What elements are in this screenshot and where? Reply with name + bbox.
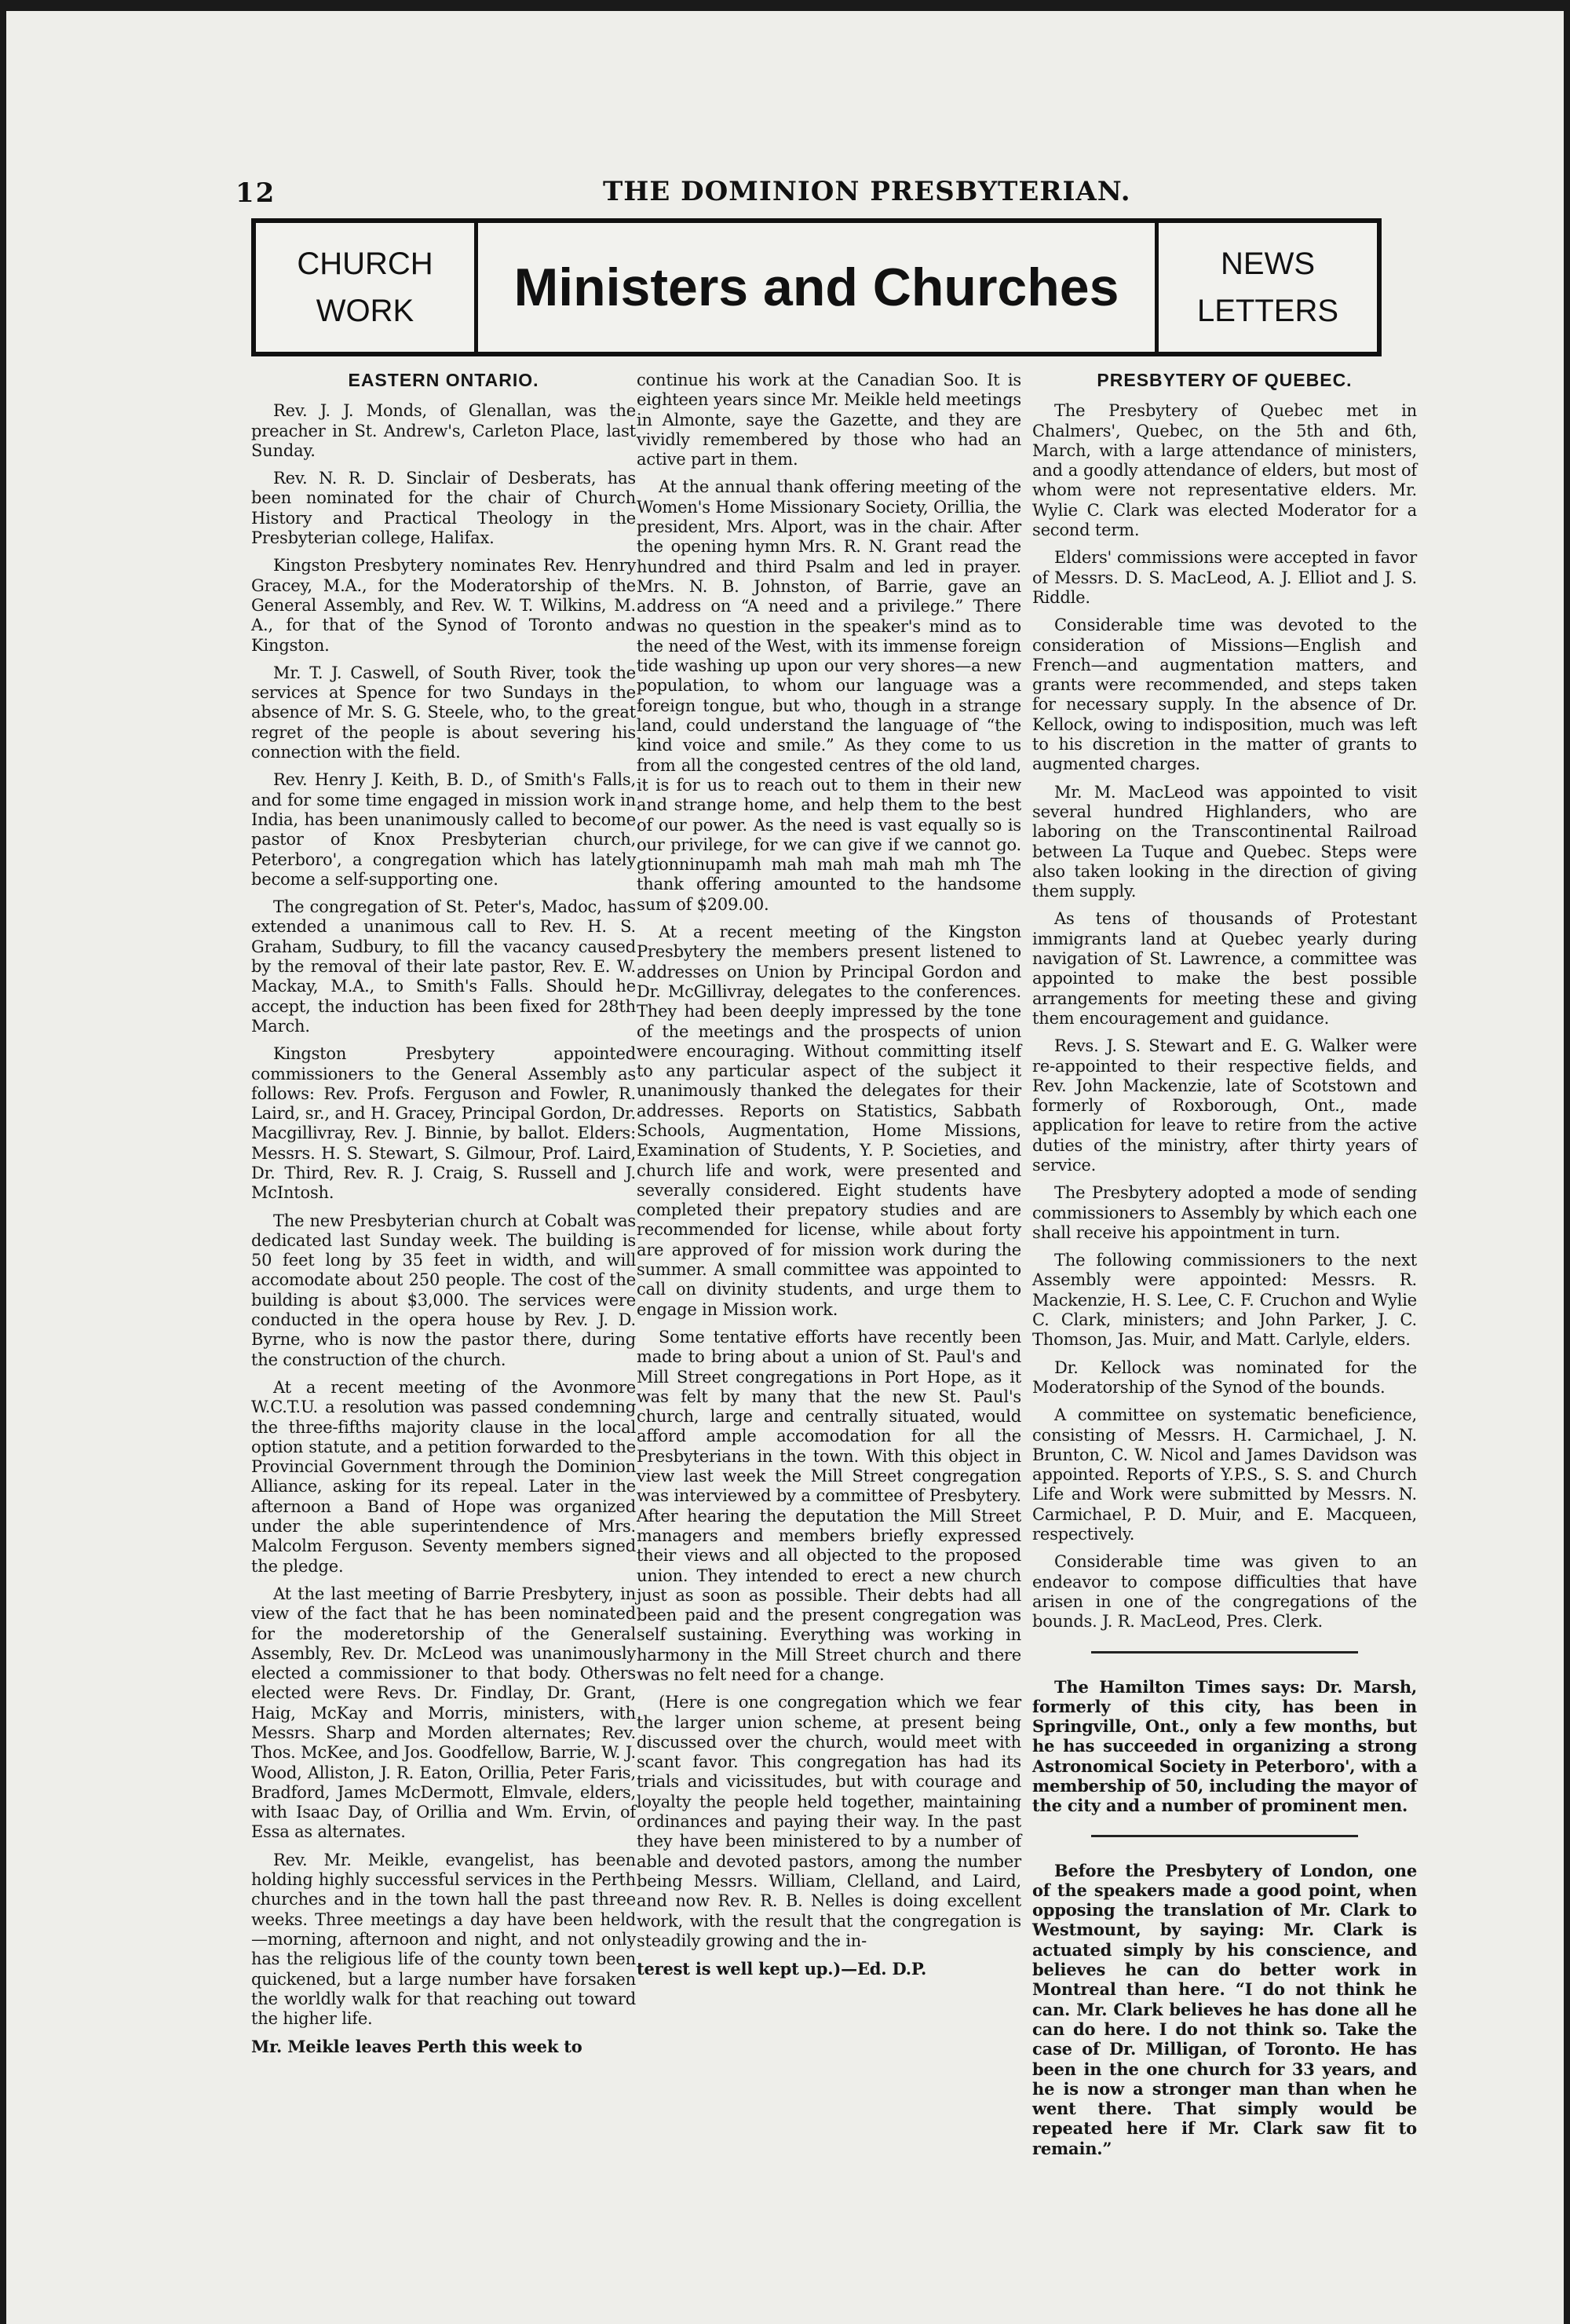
news-item-hamilton: The Hamilton Times says: Dr. Marsh, formerly of this city, has been in Springville, Ont., only a few months, but he has succeeded in organizing a strong Astronomical Society in Peterboro', with a membership of 50, including the mayor of the city and a number of prominent men.	[1032, 1676, 1417, 1816]
column-middle	[637, 371, 1021, 1986]
news-item: At the annual thank offering meeting of the Women's Home Missionary Society, Orillia, the president, Mrs. Alport, was in the chair. After the opening hymn Mrs. R. N. Grant read the hundred and third Psalm and led in prayer. Mrs. N. B. Johnston, of Barrie, gave an address on “A need and a privilege.” There was no question in the speaker's mind as to the need of the West, with its immense foreign tide washing up upon our very shores—a new population, to whom our language was a foreign tongue, but who, though in a strange land, could understand the language of “the kind voice and smile.” As they come to us from all the congested centres of the old land, it is for us to reach out to them in their new and strange home, and help them to the best of our power. As the need is vast equally so is our privilege, for we can give if we cannot go. gtionninupamh mah mah mah mah mh The thank offering amounted to the handsome sum of $209.00.	[637, 477, 1021, 914]
news-item: A committee on systematic beneficience, consisting of Messrs. H. Carmichael, J. N. Brunton, C. W. Nicol and James Davidson was appointed. Reports of Y.P.S., S. S. and Church Life and Work were submitted by Messrs. N. Carmichael, P. D. Muir, and E. Macqueen, respectively.	[1032, 1405, 1417, 1544]
news-item: The Presbytery of Quebec met in Chalmers', Quebec, on the 5th and 6th, March, with a large attendance of ministers, and a goodly attendance of elders, but most of whom were not representative elders. Mr. Wylie C. Clark was elected Moderator for a second term.	[1032, 401, 1417, 540]
news-item: Kingston Presbytery nominates Rev. Henry Gracey, M.A., for the Moderatorship of the General Assembly, and Rev. W. T. Wilkins, M. A., for that of the Synod of Toronto and Kingston.	[251, 556, 636, 655]
news-item: At a recent meeting of the Avonmore W.C.T.U. a resolution was passed condemning the three-fifths majority clause in the local option statute, and a petition forwarded to the Provincial Government through the Dominion Alliance, asking for its repeal. Later in the afternoon a Band of Hope was organized under the able superintendence of Mrs. Malcolm Ferguson. Seventy members signed the pledge.	[251, 1377, 636, 1576]
banner-right-line1: NEWS	[1221, 247, 1315, 281]
news-item: At a recent meeting of the Kingston Presbytery the members present listened to addresses on Union by Principal Gordon and Dr. McGillivray, delegates to the conferences. They had been deeply impressed by the tone of the meetings and the prospects of union were encouraging. Without committing itself to any particular aspect of the subject it unanimously thanked the delegates for their addresses. Reports on Statistics, Sabbath Schools, Augmentation, Home Missions, Examination of Students, Y. P. Societies, and church life and work, were presented and severally considered. Eight students have completed their prepatory studies and are recommended for license, while about forty are approved of for mission work during the summer. A small committee was appointed to call on divinity students, and urge them to engage in Mission work.	[637, 923, 1021, 1319]
news-item: Dr. Kellock was nominated for the Moderatorship of the Synod of the bounds.	[1032, 1357, 1417, 1397]
news-item: Revs. J. S. Stewart and E. G. Walker were re-appointed to their respective fields, and Rev. John Mackenzie, late of Scotstown and formerly of Roxborough, Ont., made application for leave to retire from the active duties of the ministry, after thirty years of service.	[1032, 1036, 1417, 1175]
news-item: Mr. M. MacLeod was appointed to visit several hundred Highlanders, who are laboring on the Transcontinental Railroad between La Tuque and Quebec. Steps were also taken looking in the direction of giving them supply.	[1032, 782, 1417, 901]
news-item-london: Before the Presbytery of London, one of the speakers made a good point, when opposing the translation of Mr. Clark to Westmount, by saying: Mr. Clark is actuated simply by his conscience, and believes he can do better work in Montreal than here. “I do not think he can. Mr. Clark believes he has done all he can do here. I do not think so. Take the case of Dr. Milligan, of Toronto. He has been in the one church for 33 years, and he is now a stronger man than when he went there. That simply would be repeated here if Mr. Clark saw fit to remain.”	[1032, 1860, 1417, 2158]
banner-right-box	[1159, 223, 1377, 352]
banner-left-line1: CHURCH	[297, 247, 433, 281]
news-item: As tens of thousands of Protestant immigrants land at Quebec yearly during navigation of St. Lawrence, a committee was appointed to make the best possible arrangements for meeting these and giving them encouragement and guidance.	[1032, 909, 1417, 1028]
news-item: At the last meeting of Barrie Presbytery, in view of the fact that he has been nominated for the moderetorship of the General Assembly, Rev. Dr. McLeod was unanimously elected a commissioner to that body. Others elected were Revs. Dr. Findlay, Dr. Grant, Haig, McKay and Morris, ministers, with Messrs. Sharp and Morden alternates; Rev. Thos. McKee, and Jos. Goodfellow, Barrie, W. J. Wood, Alliston, J. R. Eaton, Orillia, Peter Faris, Bradford, James McDermott, Elmvale, elders, with Isaac Day, of Orillia and Wm. Ervin, of Essa as alternates.	[251, 1584, 636, 1842]
divider-rule	[1091, 1651, 1358, 1653]
news-item: Rev. Henry J. Keith, B. D., of Smith's Falls, and for some time engaged in mission work in India, has been unanimously called to become pastor of Knox Presbyterian church, Peterboro', a congregation which has lately become a self-supporting one.	[251, 770, 636, 889]
news-item: Elders' commissions were accepted in favor of Messrs. D. S. MacLeod, A. J. Elliot and J. S. Riddle.	[1032, 548, 1417, 607]
news-item: Mr. T. J. Caswell, of South River, took the services at Spence for two Sundays in the absence of Mr. S. G. Steele, who, to the great regret of the people is about severing his connection with the field.	[251, 663, 636, 762]
banner-left-box	[256, 223, 478, 352]
column-eastern-ontario	[251, 371, 636, 2065]
news-item: continue his work at the Canadian Soo. It is eighteen years since Mr. Meikle held meetings in Almonte, saye the Gazette, and they are vividly remembered by those who had an active part in them.	[637, 371, 1021, 470]
banner-title: Ministers and Churches	[513, 258, 1119, 317]
divider-rule	[1091, 1835, 1358, 1837]
news-item: The congregation of St. Peter's, Madoc, has extended a unanimous call to Rev. H. S. Graham, Sudbury, to fill the vacancy caused by the removal of their late pastor, Rev. E. W. Mackay, M.A., to Smith's Falls. Should he accept, the induction has been fixed for 28th March.	[251, 897, 636, 1036]
editorial-note: (Here is one congregation which we fear the larger union scheme, at present being discussed over the church, would meet with scant favor. This congregation has had its trials and vicissitudes, but with courage and loyalty the people held together, maintaining ordinances and paying their way. In the past they have been ministered to by a number of able and devoted pastors, among the number being Messrs. William, Clelland, and Laird, and now Rev. R. B. Nelles is doing excellent work, with the result that the congregation is steadily growing and the in-	[637, 1693, 1021, 1950]
section-heading-quebec: PRESBYTERY OF QUEBEC.	[1097, 370, 1353, 390]
news-item: Kingston Presbytery appointed commissioners to the General Assembly as follows: Rev. Profs. Ferguson and Fowler, R. Laird, sr., and H. Gracey, Principal Gordon, Dr. Macgillivray, Rev. J. Binnie, by ballot. Elders: Messrs. H. S. Stewart, S. Gilmour, Prof. Laird, Dr. Third, Rev. R. J. Craig, S. Russell and J. McIntosh.	[251, 1044, 636, 1203]
banner-left-line2: WORK	[316, 294, 414, 328]
news-item: Rev. Mr. Meikle, evangelist, has been holding highly successful services in the Perth churches and in the town hall the past three weeks. Three meetings a day have been held—morning, afternoon and night, and not only has the religious life of the county town been quickened, but a large number have forsaken the worldly walk for that reaching out toward the higher life.	[251, 1850, 636, 2029]
news-item: Some tentative efforts have recently been made to bring about a union of St. Paul's and Mill Street congregations in Port Hope, as it was felt by many that the new St. Paul's church, large and centrally situated, would afford ample accomodation for all the Presbyterians in the town. With this object in view last week the Mill Street congregation was interviewed by a committee of Presbytery. After hearing the deputation the Mill Street managers and members briefly expressed their views and all objected to the proposed union. They intended to erect a new church just as soon as possible. Their debts had all been paid and the present congregation was self sustaining. Everything was working in harmony in the Mill Street church and there was no felt need for a change.	[637, 1327, 1021, 1684]
running-title: THE DOMINION PRESBYTERIAN.	[603, 176, 1131, 207]
newspaper-page	[6, 11, 1564, 2324]
banner-title-box	[478, 223, 1159, 352]
news-item: The Presbytery adopted a mode of sending commissioners to Assembly by which each one shall receive his appointment in turn.	[1032, 1183, 1417, 1242]
page-number: 12	[236, 177, 276, 209]
continued-line: Mr. Meikle leaves Perth this week to	[251, 2037, 582, 2057]
banner-right-line2: LETTERS	[1196, 294, 1339, 328]
editorial-signoff: terest is well kept up.)—Ed. D.P.	[637, 1959, 927, 1979]
column-quebec	[1032, 371, 1417, 2166]
news-item: Considerable time was devoted to the consideration of Missions—English and French—and augmentation matters, and grants were recommended, and steps taken for necessary supply. In the absence of Dr. Kellock, owing to indisposition, much was left to his discretion in the matter of grants to augmented charges.	[1032, 616, 1417, 774]
news-item: Considerable time was given to an endeavor to compose difficulties that have arisen in one of the congregations of the bounds. J. R. MacLeod, Pres. Clerk.	[1032, 1552, 1417, 1632]
news-item: The new Presbyterian church at Cobalt was dedicated last Sunday week. The building is 50 feet long by 35 feet in width, and will accomodate about 250 people. The cost of the building is about $3,000. The services were conducted in the opera house by Rev. J. D. Byrne, who is now the pastor there, during the construction of the church.	[251, 1211, 636, 1369]
news-item: The following commissioners to the next Assembly were appointed: Messrs. R. Mackenzie, H. S. Lee, C. F. Cruchon and Wylie C. Clark, ministers; and John Parker, J. C. Thomson, Jas. Muir, and Matt. Carlyle, elders.	[1032, 1251, 1417, 1350]
news-item: Rev. J. J. Monds, of Glenallan, was the preacher in St. Andrew's, Carleton Place, last Sunday.	[251, 401, 636, 460]
section-banner	[251, 218, 1382, 356]
news-item: Rev. N. R. D. Sinclair of Desberats, has been nominated for the chair of Church History and Practical Theology in the Presbyterian college, Halifax.	[251, 469, 636, 548]
section-heading-eastern-ontario: EASTERN ONTARIO.	[348, 370, 539, 390]
